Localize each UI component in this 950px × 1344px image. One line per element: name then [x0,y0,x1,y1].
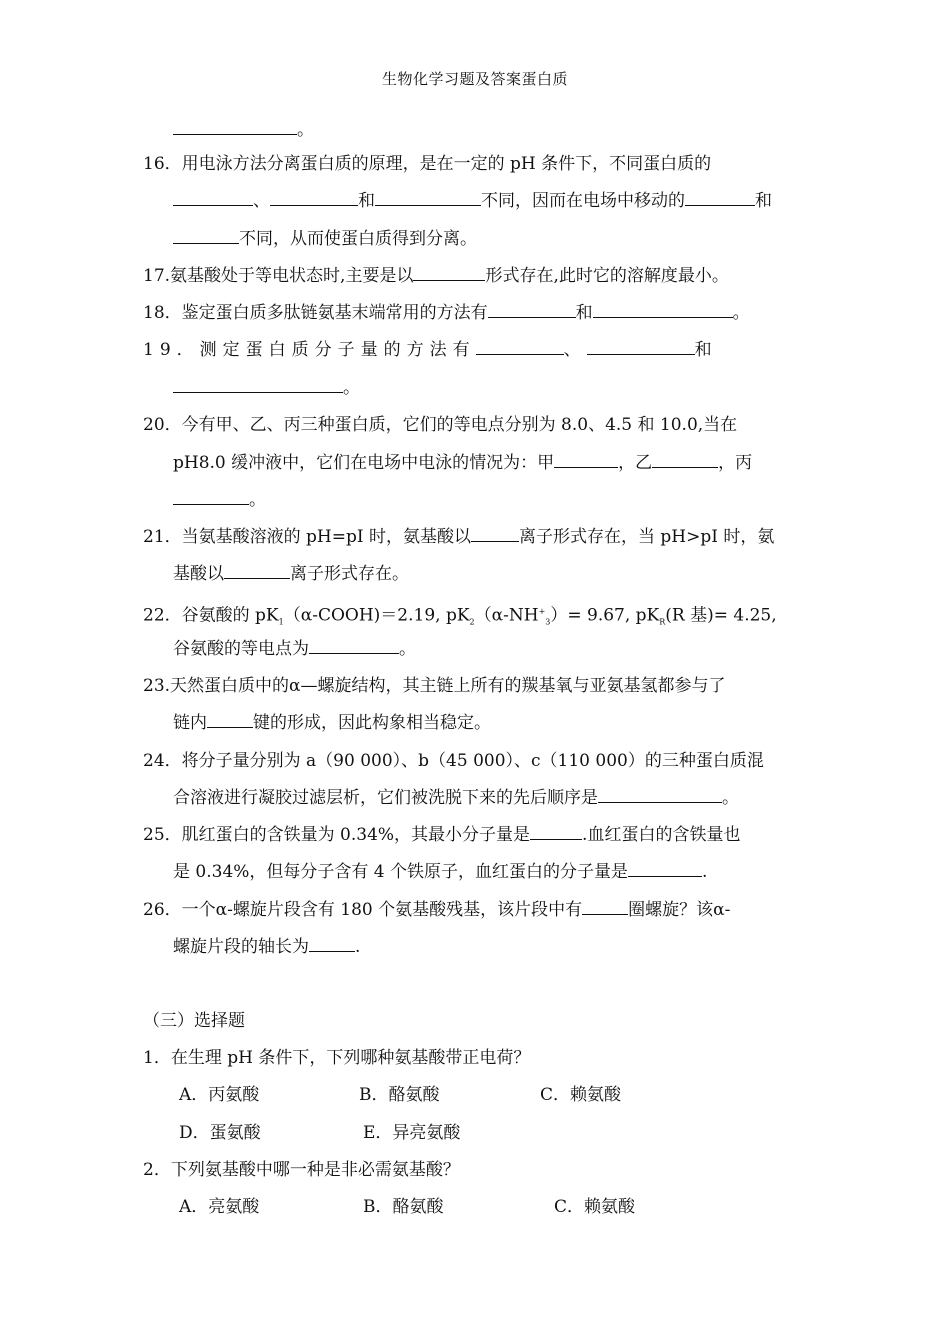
question-18: 18．鉴定蛋白质多肽链氨基末端常用的方法有 和 。 [143,303,750,323]
answer-blank[interactable] [270,189,358,206]
mc-1-option-d[interactable]: D．蛋氨酸 [179,1123,261,1143]
question-25-line-2: 是 0.34%，但每分子含有 4 个铁原子，血红蛋白的分子量是 . [173,862,708,882]
answer-blank[interactable] [530,823,582,840]
mc-2-option-a[interactable]: A．亮氨酸 [179,1197,260,1217]
question-24-line-2: 合溶液进行凝胶过滤层析，它们被洗脱下来的先后顺序是 。 [173,788,739,808]
question-16-line-1: 16．用电泳方法分离蛋白质的原理，是在一定的 pH 条件下，不同蛋白质的 [143,154,712,174]
question-23-line-1: 23.天然蛋白质中的α—螺旋结构，其主链上所有的羰基氧与亚氨基氢都参与了 [143,676,726,696]
question-17: 17.氨基酸处于等电状态时,主要是以 形式存在,此时它的溶解度最小。 [143,266,729,286]
answer-blank[interactable] [554,451,618,468]
answer-blank[interactable] [593,301,733,318]
answer-blank[interactable] [598,786,722,803]
mc-2-option-b[interactable]: B．酪氨酸 [363,1197,444,1217]
question-20-line-1: 20．今有甲、乙、丙三种蛋白质，它们的等电点分别为 8.0、4.5 和 10.0,当在 [143,415,738,435]
answer-blank[interactable] [488,301,576,318]
mc-2-option-c[interactable]: C．赖氨酸 [554,1197,636,1217]
answer-blank[interactable] [309,935,355,952]
question-21-line-2: 基酸以 离子形式存在。 [173,564,409,584]
mc-1-option-e[interactable]: E．异亮氨酸 [363,1123,461,1143]
section-3-title: （三）选择题 [143,1011,245,1031]
answer-blank[interactable] [413,264,485,281]
q15-tail: 。 [173,118,314,142]
question-23-line-2: 链内 键的形成，因此构象相当稳定。 [173,713,491,733]
answer-blank[interactable] [652,451,718,468]
mc-1-option-a[interactable]: A．丙氨酸 [179,1085,260,1105]
question-26-line-2: 螺旋片段的轴长为 . [173,937,361,957]
question-16-line-3: 不同，从而使蛋白质得到分离。 [173,227,477,251]
answer-blank[interactable] [587,338,695,355]
mc-2-stem: 2．下列氨基酸中哪一种是非必需氨基酸？ [143,1160,460,1180]
answer-blank[interactable] [207,711,253,728]
question-19-line-1: 19．测定蛋白质分子量的方法有 、 和 [143,340,712,360]
mc-1-option-c[interactable]: C．赖氨酸 [540,1085,622,1105]
answer-blank[interactable] [309,637,399,654]
answer-blank[interactable] [471,525,519,542]
answer-blank[interactable] [476,338,564,355]
question-26-line-1: 26．一个α-螺旋片段含有 180 个氨基酸残基，该片段中有 圈螺旋？该α- [143,900,731,920]
question-19-line-2: 。 [173,376,360,400]
question-16-line-2: 、 和 不同，因而在电场中移动的 和 [173,189,772,213]
answer-blank[interactable] [173,376,343,393]
mc-1-stem: 1．在生理 pH 条件下，下列哪种氨基酸带正电荷？ [143,1048,531,1068]
answer-blank[interactable] [375,189,481,206]
question-20-line-2: pH8.0 缓冲液中，它们在电场中电泳的情况为：甲 ，乙 ，丙 [173,453,753,473]
question-24-line-1: 24．将分子量分别为 a（90 000）、b（45 000）、c（110 000）的三种蛋白质混 [143,751,764,771]
question-22-line-1: 22．谷氨酸的 $pK_1(\alpha-COOH)=2.19$, $pK_2(\alpha-NH^+_3)= 9.67$, $pK_R(R$ 基)= 4.25, [143,605,777,627]
question-25-line-1: 25．肌红蛋白的含铁量为 0.34%，其最小分子量是 .血红蛋白的含铁量也 [143,825,741,845]
question-20-line-3: 。 [173,488,266,512]
question-22-line-2: 谷氨酸的等电点为 。 [173,639,416,659]
answer-blank[interactable] [685,189,755,206]
mc-1-option-b[interactable]: B．酪氨酸 [359,1085,440,1105]
answer-blank[interactable] [173,118,297,135]
answer-blank[interactable] [224,562,290,579]
answer-blank[interactable] [173,227,239,244]
answer-blank[interactable] [582,898,628,915]
answer-blank[interactable] [173,189,253,206]
answer-blank[interactable] [173,488,249,505]
page-header-title: 生物化学习题及答案蛋白质 [381,70,568,88]
answer-blank[interactable] [628,860,702,877]
question-21-line-1: 21．当氨基酸溶液的 pH=pI 时，氨基酸以 离子形式存在，当 pH>pI 时，氨 [143,527,775,547]
